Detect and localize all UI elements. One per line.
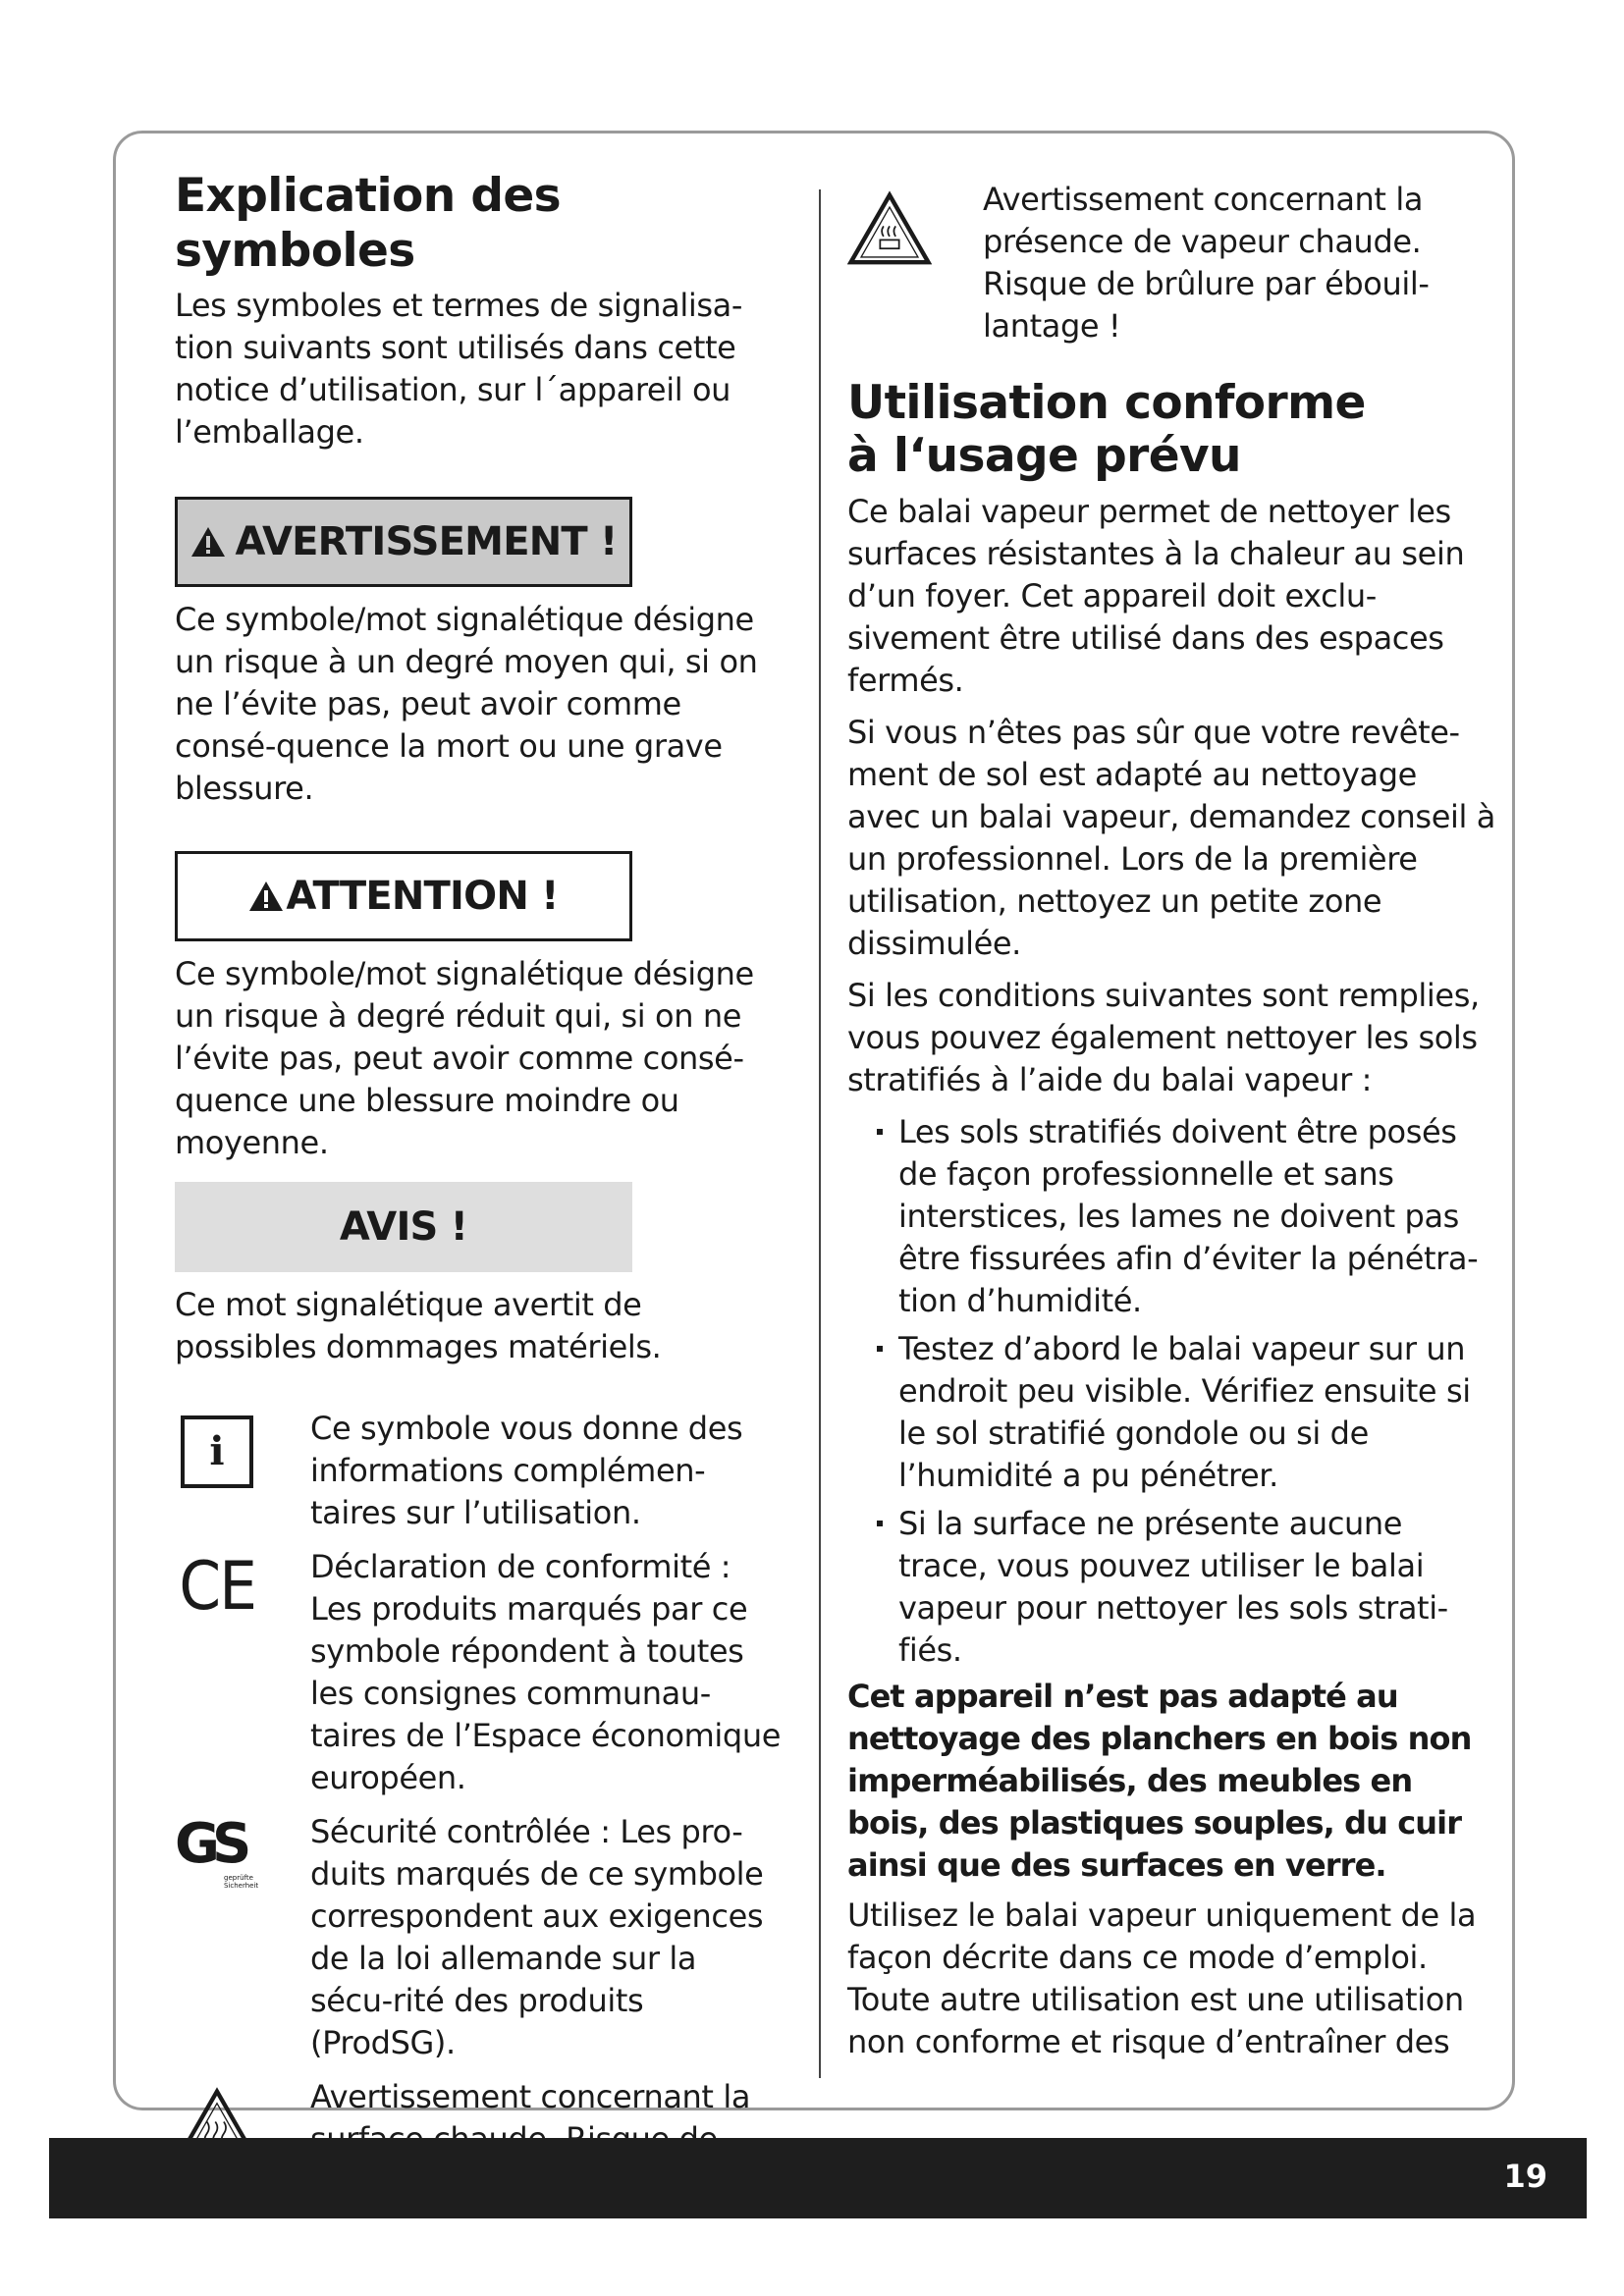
hot-surface-symbol-text: Avertissement concernant la [310, 2078, 751, 2115]
avis-signal-box [175, 1182, 632, 1272]
intended-use-para-1: Ce balai vapeur permet de nettoyer les surfaces résistantes à la chaleur au sein d’un foyer. Cet appareil doit exclu-sivement être utilisé dans des espaces fermés. [847, 493, 1465, 699]
column-divider [819, 189, 821, 2078]
gs-mark-letters: GS [175, 1812, 244, 1876]
info-icon-glyph: i [209, 1428, 225, 1474]
info-symbol-row [175, 1408, 784, 1534]
symbols-heading: Explication des symboles [175, 169, 562, 278]
gs-mark-small-text-2: Sicherheit [224, 1882, 259, 1890]
info-icon [181, 1415, 253, 1488]
warning-triangle-icon [190, 526, 226, 558]
ce-mark-icon: CE [179, 1548, 255, 1626]
intended-use-para-4: Utilisez le balai vapeur uniquement de la façon décrite dans ce mode d’emploi. Toute autre utilisation est une utilisation non conforme et risque d’entraîner des [847, 1896, 1477, 2060]
footer-bar [49, 2138, 1587, 2218]
info-symbol-text: Ce symbole vous donne des informations complémen-taires sur l’utilisation. [310, 1410, 743, 1531]
left-column [175, 169, 784, 2203]
ce-symbol-text: Déclaration de conformité : Les produits marqués par ce symbole répondent à toutes les consignes communau-taires de l’Espace économique européen. [310, 1548, 781, 1796]
intended-use-heading: Utilisation conforme à l‘usage prévu [847, 376, 1366, 483]
hot-steam-symbol-row [847, 177, 1495, 347]
list-item: Testez d’abord le balai vapeur sur un endroit peu visible. Vérifiez ensuite si le sol stratifié gondole ou si de l’humidité a pu pénétrer. [847, 1328, 1495, 1497]
list-item: Les sols stratifiés doivent être posés de façon professionnelle et sans interstices, les lames ne doivent pas être fissurées afin d’éviter la pénétra-tion d’humidité. [847, 1111, 1495, 1322]
gs-symbol-row [175, 1811, 784, 2064]
warning-description: Ce symbole/mot signalétique désigne un risque à un degré moyen qui, si on ne l’évite pas, peut avoir comme consé-quence la mort ou une grave blessure. [175, 601, 758, 807]
attention-description: Ce symbole/mot signalétique désigne un risque à degré réduit qui, si on ne l’évite pas, peut avoir comme consé-quence une blessure moindre ou moyenne. [175, 955, 754, 1161]
unsuitable-surfaces-warning: Cet appareil n’est pas adapté au nettoyage des planchers en bois non imperméabilisés, des meubles en bois, des plastiques souples, du cuir ainsi que des surfaces en verre. [847, 1678, 1472, 1884]
attention-signal-box [175, 851, 632, 941]
symbols-intro: Les symboles et termes de signalisa-tion suivants sont utilisés dans cette notice d’utilisation, sur l´appareil ou l’emballage. [175, 287, 742, 451]
avis-description: Ce mot signalétique avertit de possibles dommages matériels. [175, 1286, 662, 1365]
right-column [847, 177, 1495, 2063]
attention-label: ATTENTION ! [286, 874, 559, 919]
ce-symbol-row [175, 1546, 784, 1799]
hot-steam-symbol-text: Avertissement concernant la présence de vapeur chaude. Risque de brûlure par ébouil-lantage ! [983, 181, 1430, 345]
hot-steam-warning-icon [847, 187, 932, 271]
gs-symbol-text: Sécurité contrôlée : Les pro-duits marqués de ce symbole correspondent aux exigences de la loi allemande sur la sécu-rité des produits (ProdSG). [310, 1813, 764, 2061]
gs-mark-icon [175, 1812, 259, 1896]
intended-use-para-2: Si vous n’êtes pas sûr que votre revête-ment de sol est adapté au nettoyage avec un balai vapeur, demandez conseil à un professionnel. Lors de la première utilisation, nettoyez un petite zone dissimulée. [847, 714, 1495, 962]
intended-use-para-3: Si les conditions suivantes sont remplies, vous pouvez également nettoyer les sols stratifiés à l’aide du balai vapeur : [847, 977, 1480, 1098]
attention-triangle-icon [248, 881, 284, 912]
warning-label: AVERTISSEMENT ! [235, 519, 618, 564]
avis-label: AVIS ! [339, 1204, 468, 1250]
list-item: Si la surface ne présente aucune trace, vous pouvez utiliser le balai vapeur pour nettoyer les sols strati-fiés. [847, 1503, 1495, 1672]
warning-signal-box [175, 497, 632, 587]
gs-mark-small-text-1: geprüfte [224, 1874, 253, 1882]
laminate-conditions-list [847, 1111, 1495, 1672]
page-number: 19 [1503, 2158, 1547, 2195]
